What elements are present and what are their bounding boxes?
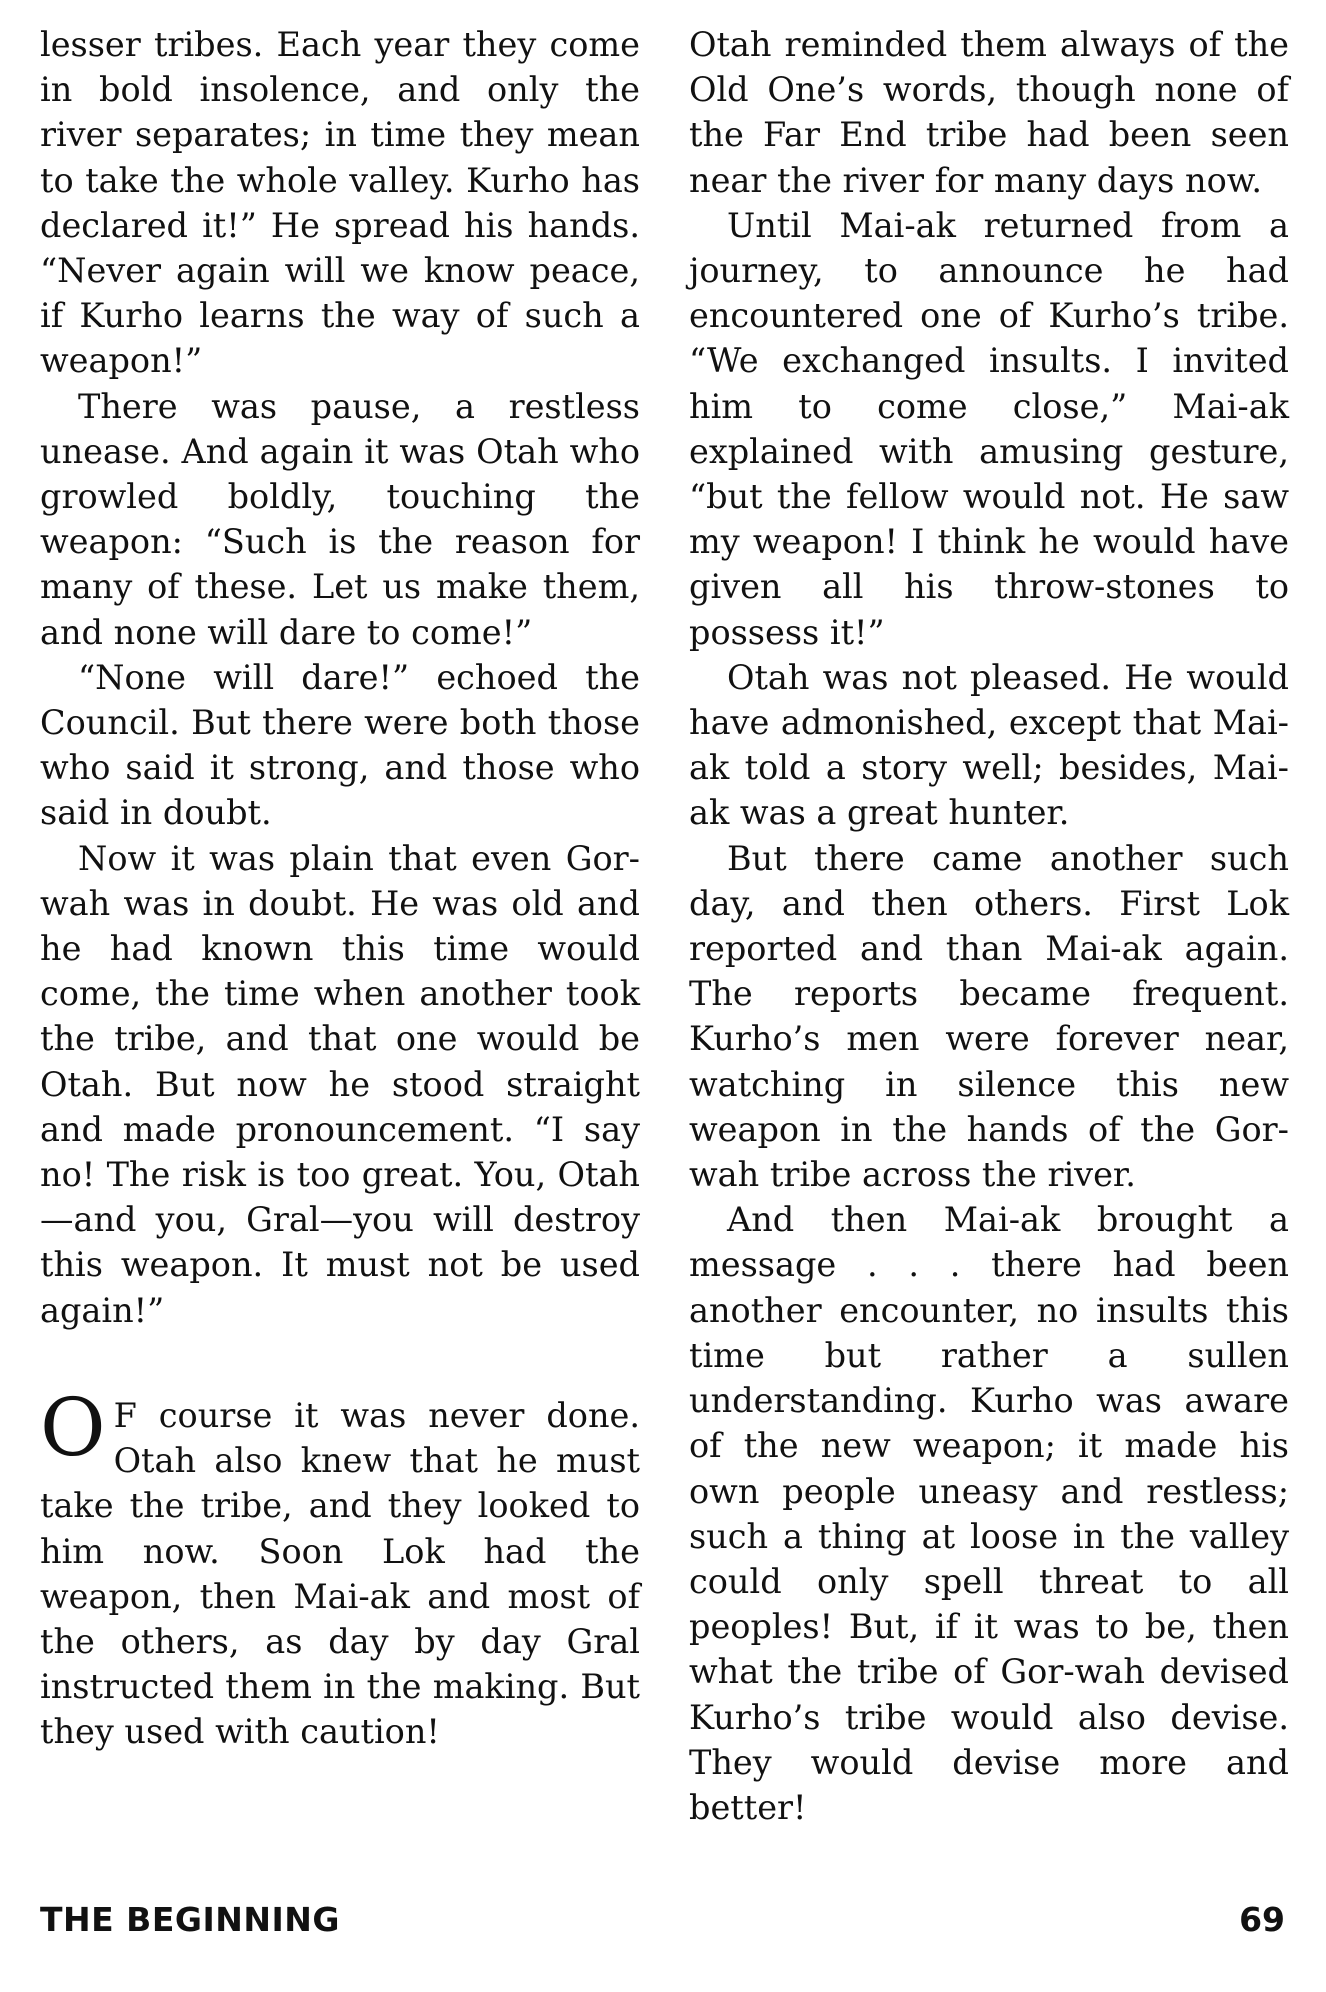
running-title: THE BEGINNING xyxy=(40,1900,340,1939)
section-paragraph-text: F course it was never done. Otah also knew that he must take the tribe, and they looked to him now. Soon Lok had the weapon, then Mai-ak and most of the others, as day by day Gral instructed them in the making. But they used with caution! xyxy=(40,1395,640,1752)
paragraph: Until Mai-ak returned from a journey, to announce he had encountered one of Kurho’s tribe. “We exchanged insults. I invited him to come close,” Mai-ak explained with amusing gesture, “but the fellow would not. He saw my weapon! I think he would have given all his throw-stones to possess it!” xyxy=(689,205,1289,652)
drop-cap: O xyxy=(40,1380,106,1474)
paragraph: But there came another such day, and then others. First Lok reported and than Mai-ak again. The reports became frequent. Kurho’s men were forever near, watching in silence this new weapon in the hands of the Gor-wah tribe across the river. xyxy=(689,838,1289,1195)
paragraph: Now it was plain that even Gor-wah was in doubt. He was old and he had known this time would come, the time when another took the tribe, and that one would be Otah. But now he stood straight and made pronouncement. “I say no! The risk is too great. You, Otah—and you, Gral—you will destroy this weapon. It must not be used again!” xyxy=(40,838,640,1330)
paragraph: And then Mai-ak brought a message . . . there had been another encounter, no insults this time but rather a sullen understanding. Kurho was aware of the new weapon; it made his own people uneasy and restless; such a thing at loose in the valley could only spell threat to all peoples! But, if it was to be, then what the tribe of Gor-wah devised Kurho’s tribe would also devise. They would devise more and better! xyxy=(689,1200,1289,1827)
paragraph: There was pause, a restless unease. And again it was Otah who growled boldly, touching the weapon: “Such is the reason for many of these. Let us make them, and none will dare to come!” xyxy=(40,386,640,652)
section-start-paragraph xyxy=(40,1380,640,1755)
paragraph: Otah was not pleased. He would have admonished, except that Mai-ak told a story well; besides, Mai-ak was a great hunter. xyxy=(689,657,1289,833)
left-column xyxy=(40,22,640,1755)
paragraph: Otah reminded them always of the Old One’s words, though none of the Far End tribe had been seen near the river for many days now. xyxy=(689,25,1289,200)
page-number: 69 xyxy=(1239,1900,1285,1939)
paragraph: “None will dare!” echoed the Council. But there were both those who said it strong, and those who said in doubt. xyxy=(40,657,640,833)
paragraph: lesser tribes. Each year they come in bold insolence, and only the river separates; in time they mean to take the whole valley. Kurho has declared it!” He spread his hands. “Never again will we know peace, if Kurho learns the way of such a weapon!” xyxy=(40,25,640,381)
right-column xyxy=(689,22,1289,1830)
